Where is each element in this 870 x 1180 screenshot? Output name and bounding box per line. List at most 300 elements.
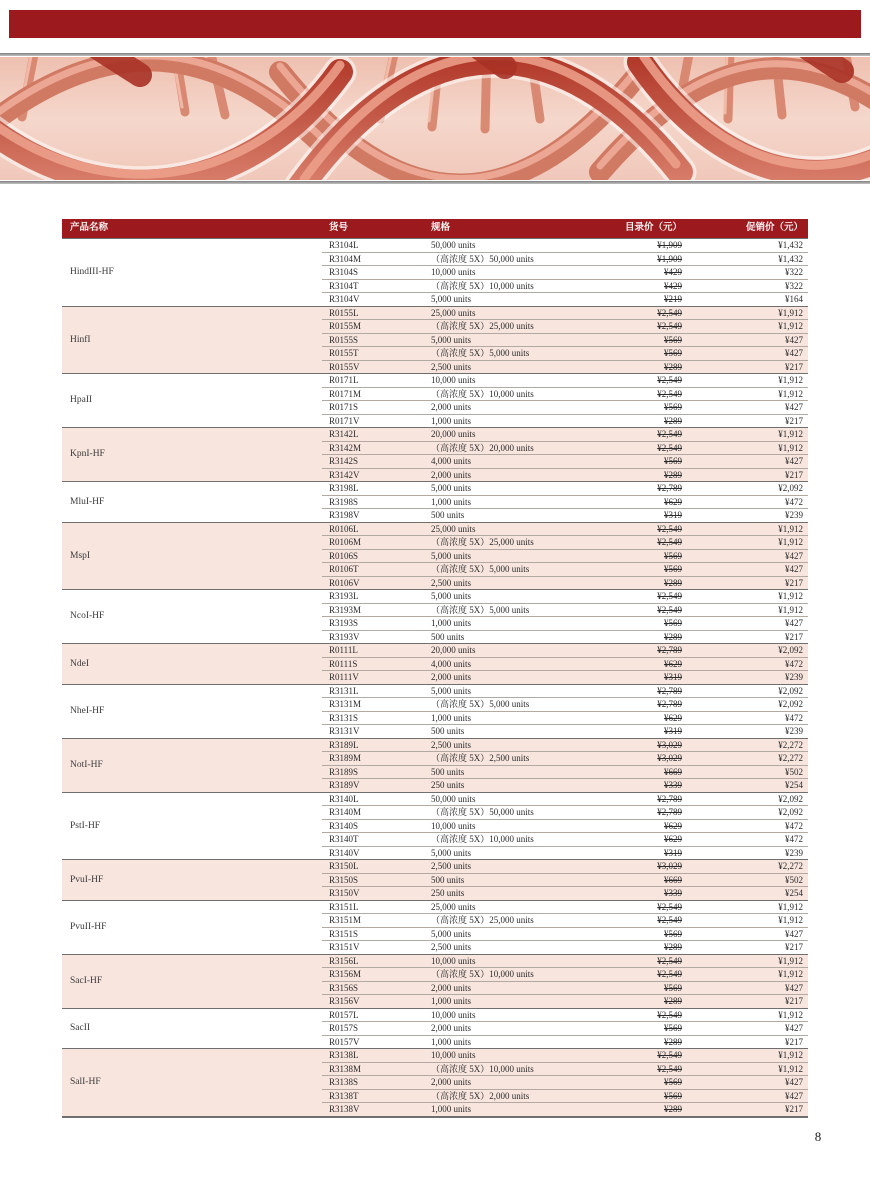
spec-cell: （高浓度 5X）10,000 units xyxy=(428,387,584,401)
list-price-cell: ¥219 xyxy=(584,293,684,307)
promo-price-cell: ¥239 xyxy=(684,725,808,739)
catalog-number-cell: R0106V xyxy=(322,576,428,590)
catalog-number-cell: R3138T xyxy=(322,1089,428,1103)
catalog-number-cell: R0155T xyxy=(322,347,428,361)
list-price-cell: ¥289 xyxy=(584,360,684,374)
col-header-promo-price: 促销价（元） xyxy=(684,219,808,239)
list-price-cell: ¥2,549 xyxy=(584,536,684,550)
spec-cell: 1,000 units xyxy=(428,617,584,631)
spec-cell: 20,000 units xyxy=(428,428,584,442)
list-price-cell: ¥629 xyxy=(584,711,684,725)
spec-cell: 1,000 units xyxy=(428,711,584,725)
spec-cell: （高浓度 5X）50,000 units xyxy=(428,806,584,820)
promo-price-cell: ¥322 xyxy=(684,279,808,293)
list-price-cell: ¥569 xyxy=(584,401,684,415)
promo-price-cell: ¥427 xyxy=(684,1076,808,1090)
catalog-number-cell: R3140V xyxy=(322,846,428,860)
catalog-number-cell: R3138S xyxy=(322,1076,428,1090)
dna-banner xyxy=(0,57,870,180)
catalog-number-cell: R3142S xyxy=(322,455,428,469)
spec-cell: 50,000 units xyxy=(428,792,584,806)
catalog-number-cell: R3156M xyxy=(322,968,428,982)
product-name-cell: SacII xyxy=(62,1008,322,1049)
list-price-cell: ¥3,029 xyxy=(584,860,684,874)
list-price-cell: ¥319 xyxy=(584,846,684,860)
catalog-number-cell: R3140M xyxy=(322,806,428,820)
list-price-cell: ¥2,549 xyxy=(584,306,684,320)
spec-cell: 2,000 units xyxy=(428,401,584,415)
list-price-cell: ¥2,789 xyxy=(584,644,684,658)
promo-price-cell: ¥322 xyxy=(684,266,808,280)
promo-price-cell: ¥2,092 xyxy=(684,698,808,712)
spec-cell: 2,000 units xyxy=(428,1022,584,1036)
list-price-cell: ¥669 xyxy=(584,765,684,779)
product-name-cell: NcoI-HF xyxy=(62,590,322,644)
product-name-cell: HpaII xyxy=(62,374,322,428)
catalog-number-cell: R0171S xyxy=(322,401,428,415)
promo-price-cell: ¥427 xyxy=(684,455,808,469)
spec-cell: 1,000 units xyxy=(428,1103,584,1116)
promo-price-cell: ¥427 xyxy=(684,1089,808,1103)
spec-cell: 250 units xyxy=(428,887,584,901)
spec-cell: （高浓度 5X）20,000 units xyxy=(428,441,584,455)
spec-cell: （高浓度 5X）5,000 units xyxy=(428,603,584,617)
table-row xyxy=(62,644,808,658)
catalog-number-cell: R3140L xyxy=(322,792,428,806)
catalog-number-cell: R3151L xyxy=(322,900,428,914)
spec-cell: （高浓度 5X）5,000 units xyxy=(428,563,584,577)
table-row xyxy=(62,374,808,388)
promo-price-cell: ¥472 xyxy=(684,495,808,509)
catalog-number-cell: R0171M xyxy=(322,387,428,401)
list-price-cell: ¥569 xyxy=(584,617,684,631)
spec-cell: （高浓度 5X）2,500 units xyxy=(428,752,584,766)
promo-price-cell: ¥1,912 xyxy=(684,1062,808,1076)
catalog-number-cell: R0111L xyxy=(322,644,428,658)
catalog-number-cell: R3131S xyxy=(322,711,428,725)
catalog-number-cell: R3142V xyxy=(322,468,428,482)
list-price-cell: ¥289 xyxy=(584,1103,684,1116)
spec-cell: 5,000 units xyxy=(428,846,584,860)
spec-cell: 25,000 units xyxy=(428,306,584,320)
promo-price-cell: ¥1,912 xyxy=(684,914,808,928)
product-table-body xyxy=(62,239,808,1116)
table-row xyxy=(62,428,808,442)
catalog-number-cell: R3150L xyxy=(322,860,428,874)
list-price-cell: ¥289 xyxy=(584,630,684,644)
catalog-number-cell: R3131M xyxy=(322,698,428,712)
product-name-cell: MluI-HF xyxy=(62,482,322,523)
spec-cell: 1,000 units xyxy=(428,495,584,509)
spec-cell: （高浓度 5X）25,000 units xyxy=(428,536,584,550)
promo-price-cell: ¥472 xyxy=(684,833,808,847)
list-price-cell: ¥289 xyxy=(584,941,684,955)
catalog-number-cell: R3140S xyxy=(322,819,428,833)
catalog-number-cell: R3104T xyxy=(322,279,428,293)
catalog-number-cell: R3150V xyxy=(322,887,428,901)
list-price-cell: ¥2,549 xyxy=(584,914,684,928)
promo-price-cell: ¥1,912 xyxy=(684,306,808,320)
table-row xyxy=(62,1008,808,1022)
list-price-cell: ¥2,549 xyxy=(584,428,684,442)
list-price-cell: ¥2,549 xyxy=(584,1008,684,1022)
spec-cell: 5,000 units xyxy=(428,482,584,496)
list-price-cell: ¥3,029 xyxy=(584,738,684,752)
list-price-cell: ¥569 xyxy=(584,333,684,347)
catalog-number-cell: R3193L xyxy=(322,590,428,604)
promo-price-cell: ¥427 xyxy=(684,347,808,361)
catalog-number-cell: R0155S xyxy=(322,333,428,347)
catalog-number-cell: R0157L xyxy=(322,1008,428,1022)
list-price-cell: ¥429 xyxy=(584,266,684,280)
promo-price-cell: ¥502 xyxy=(684,765,808,779)
catalog-number-cell: R0155M xyxy=(322,320,428,334)
list-price-cell: ¥2,549 xyxy=(584,590,684,604)
list-price-cell: ¥2,549 xyxy=(584,374,684,388)
catalog-number-cell: R3104L xyxy=(322,239,428,253)
spec-cell: 25,000 units xyxy=(428,522,584,536)
promo-price-cell: ¥2,092 xyxy=(684,684,808,698)
catalog-number-cell: R0106L xyxy=(322,522,428,536)
promo-price-cell: ¥217 xyxy=(684,576,808,590)
spec-cell: 10,000 units xyxy=(428,1049,584,1063)
list-price-cell: ¥339 xyxy=(584,779,684,793)
list-price-cell: ¥569 xyxy=(584,455,684,469)
catalog-number-cell: R3104V xyxy=(322,293,428,307)
spec-cell: 5,000 units xyxy=(428,549,584,563)
catalog-number-cell: R3138L xyxy=(322,1049,428,1063)
catalog-number-cell: R3104S xyxy=(322,266,428,280)
catalog-number-cell: R3131L xyxy=(322,684,428,698)
spec-cell: （高浓度 5X）10,000 units xyxy=(428,1062,584,1076)
catalog-number-cell: R3193M xyxy=(322,603,428,617)
spec-cell: 20,000 units xyxy=(428,644,584,658)
list-price-cell: ¥2,549 xyxy=(584,320,684,334)
promo-price-cell: ¥1,912 xyxy=(684,320,808,334)
list-price-cell: ¥629 xyxy=(584,495,684,509)
table-row xyxy=(62,239,808,253)
table-row xyxy=(62,860,808,874)
list-price-cell: ¥289 xyxy=(584,576,684,590)
list-price-cell: ¥569 xyxy=(584,927,684,941)
spec-cell: （高浓度 5X）25,000 units xyxy=(428,914,584,928)
catalog-number-cell: R3189L xyxy=(322,738,428,752)
spec-cell: 1,000 units xyxy=(428,995,584,1009)
promo-price-cell: ¥2,272 xyxy=(684,738,808,752)
spec-cell: 50,000 units xyxy=(428,239,584,253)
spec-cell: （高浓度 5X）25,000 units xyxy=(428,320,584,334)
promo-price-cell: ¥472 xyxy=(684,657,808,671)
spec-cell: 5,000 units xyxy=(428,927,584,941)
catalog-number-cell: R0171V xyxy=(322,414,428,428)
spec-cell: 10,000 units xyxy=(428,954,584,968)
catalog-number-cell: R3140T xyxy=(322,833,428,847)
product-name-cell: HinfI xyxy=(62,306,322,374)
promo-price-cell: ¥1,912 xyxy=(684,536,808,550)
list-price-cell: ¥2,789 xyxy=(584,806,684,820)
table-row xyxy=(62,954,808,968)
promo-price-cell: ¥217 xyxy=(684,1035,808,1049)
spec-cell: 4,000 units xyxy=(428,657,584,671)
catalog-number-cell: R3138V xyxy=(322,1103,428,1116)
catalog-number-cell: R3151V xyxy=(322,941,428,955)
list-price-cell: ¥2,549 xyxy=(584,968,684,982)
catalog-number-cell: R3198L xyxy=(322,482,428,496)
promo-price-cell: ¥2,092 xyxy=(684,644,808,658)
spec-cell: 2,000 units xyxy=(428,1076,584,1090)
promo-price-cell: ¥1,912 xyxy=(684,954,808,968)
promo-price-cell: ¥239 xyxy=(684,509,808,523)
spec-cell: 5,000 units xyxy=(428,333,584,347)
promo-price-cell: ¥254 xyxy=(684,779,808,793)
list-price-cell: ¥429 xyxy=(584,279,684,293)
catalog-number-cell: R0111V xyxy=(322,671,428,685)
spec-cell: （高浓度 5X）10,000 units xyxy=(428,833,584,847)
table-row xyxy=(62,522,808,536)
list-price-cell: ¥569 xyxy=(584,563,684,577)
list-price-cell: ¥569 xyxy=(584,981,684,995)
spec-cell: 5,000 units xyxy=(428,684,584,698)
list-price-cell: ¥2,789 xyxy=(584,698,684,712)
product-name-cell: PvuII-HF xyxy=(62,900,322,954)
table-row xyxy=(62,738,808,752)
spec-cell: （高浓度 5X）5,000 units xyxy=(428,698,584,712)
spec-cell: 2,000 units xyxy=(428,671,584,685)
table-row xyxy=(62,1049,808,1063)
promo-price-cell: ¥1,912 xyxy=(684,603,808,617)
list-price-cell: ¥569 xyxy=(584,1022,684,1036)
list-price-cell: ¥319 xyxy=(584,509,684,523)
table-row xyxy=(62,792,808,806)
spec-cell: 500 units xyxy=(428,725,584,739)
catalog-number-cell: R3193V xyxy=(322,630,428,644)
list-price-cell: ¥2,789 xyxy=(584,792,684,806)
product-name-cell: SacI-HF xyxy=(62,954,322,1008)
spec-cell: 1,000 units xyxy=(428,1035,584,1049)
spec-cell: 2,500 units xyxy=(428,941,584,955)
promo-price-cell: ¥217 xyxy=(684,630,808,644)
spec-cell: 2,000 units xyxy=(428,981,584,995)
promo-price-cell: ¥217 xyxy=(684,941,808,955)
catalog-number-cell: R3131V xyxy=(322,725,428,739)
spec-cell: 5,000 units xyxy=(428,293,584,307)
list-price-cell: ¥2,549 xyxy=(584,1049,684,1063)
list-price-cell: ¥669 xyxy=(584,873,684,887)
promo-price-cell: ¥472 xyxy=(684,711,808,725)
promo-price-cell: ¥502 xyxy=(684,873,808,887)
promo-price-cell: ¥217 xyxy=(684,995,808,1009)
promo-price-cell: ¥427 xyxy=(684,617,808,631)
list-price-cell: ¥569 xyxy=(584,1076,684,1090)
promo-price-cell: ¥427 xyxy=(684,1022,808,1036)
list-price-cell: ¥289 xyxy=(584,468,684,482)
catalog-number-cell: R3189V xyxy=(322,779,428,793)
catalog-number-cell: R0171L xyxy=(322,374,428,388)
promo-price-cell: ¥2,092 xyxy=(684,482,808,496)
spec-cell: 500 units xyxy=(428,509,584,523)
catalog-number-cell: R3142L xyxy=(322,428,428,442)
list-price-cell: ¥1,909 xyxy=(584,252,684,266)
spec-cell: 10,000 units xyxy=(428,266,584,280)
promo-price-cell: ¥1,912 xyxy=(684,387,808,401)
promo-price-cell: ¥164 xyxy=(684,293,808,307)
spec-cell: （高浓度 5X）50,000 units xyxy=(428,252,584,266)
list-price-cell: ¥569 xyxy=(584,347,684,361)
promo-price-cell: ¥1,432 xyxy=(684,239,808,253)
list-price-cell: ¥3,029 xyxy=(584,752,684,766)
dna-helix-image xyxy=(0,57,870,180)
promo-price-cell: ¥217 xyxy=(684,360,808,374)
spec-cell: （高浓度 5X）2,000 units xyxy=(428,1089,584,1103)
promo-price-cell: ¥239 xyxy=(684,671,808,685)
promo-price-cell: ¥427 xyxy=(684,333,808,347)
col-header-list-price: 目录价（元） xyxy=(584,219,684,239)
list-price-cell: ¥2,549 xyxy=(584,441,684,455)
promo-price-cell: ¥1,912 xyxy=(684,441,808,455)
page-number: 8 xyxy=(814,1129,822,1144)
list-price-cell: ¥2,549 xyxy=(584,603,684,617)
catalog-number-cell: R0157S xyxy=(322,1022,428,1036)
spec-cell: （高浓度 5X）10,000 units xyxy=(428,279,584,293)
spec-cell: 2,500 units xyxy=(428,576,584,590)
banner-border-top xyxy=(0,53,870,56)
promo-price-cell: ¥427 xyxy=(684,927,808,941)
list-price-cell: ¥289 xyxy=(584,995,684,1009)
list-price-cell: ¥629 xyxy=(584,657,684,671)
list-price-cell: ¥569 xyxy=(584,1089,684,1103)
table-header-row xyxy=(62,219,808,239)
list-price-cell: ¥2,549 xyxy=(584,954,684,968)
catalog-number-cell: R3156V xyxy=(322,995,428,1009)
promo-price-cell: ¥1,912 xyxy=(684,590,808,604)
spec-cell: 500 units xyxy=(428,630,584,644)
col-header-spec: 规格 xyxy=(428,219,584,239)
spec-cell: 250 units xyxy=(428,779,584,793)
table-row xyxy=(62,684,808,698)
promo-price-cell: ¥1,912 xyxy=(684,1049,808,1063)
list-price-cell: ¥319 xyxy=(584,671,684,685)
promo-price-cell: ¥217 xyxy=(684,414,808,428)
promo-price-cell: ¥217 xyxy=(684,1103,808,1116)
promo-price-cell: ¥427 xyxy=(684,549,808,563)
spec-cell: 500 units xyxy=(428,765,584,779)
promo-price-cell: ¥2,272 xyxy=(684,860,808,874)
catalog-number-cell: R0111S xyxy=(322,657,428,671)
spec-cell: （高浓度 5X）5,000 units xyxy=(428,347,584,361)
catalog-number-cell: R3138M xyxy=(322,1062,428,1076)
promo-price-cell: ¥2,272 xyxy=(684,752,808,766)
table-row xyxy=(62,900,808,914)
promo-price-cell: ¥1,912 xyxy=(684,1008,808,1022)
col-header-product: 产品名称 xyxy=(62,219,322,239)
promo-price-cell: ¥239 xyxy=(684,846,808,860)
promo-price-cell: ¥1,912 xyxy=(684,522,808,536)
catalog-number-cell: R3156S xyxy=(322,981,428,995)
spec-cell: 5,000 units xyxy=(428,590,584,604)
catalog-number-cell: R3142M xyxy=(322,441,428,455)
table-row xyxy=(62,590,808,604)
product-name-cell: SalI-HF xyxy=(62,1049,322,1116)
promo-price-cell: ¥472 xyxy=(684,819,808,833)
product-name-cell: PvuI-HF xyxy=(62,860,322,901)
promo-price-cell: ¥1,912 xyxy=(684,968,808,982)
product-name-cell: MspI xyxy=(62,522,322,590)
table-row xyxy=(62,482,808,496)
catalog-number-cell: R3156L xyxy=(322,954,428,968)
product-name-cell: HindIII-HF xyxy=(62,239,322,307)
promo-price-cell: ¥1,432 xyxy=(684,252,808,266)
promo-price-cell: ¥217 xyxy=(684,468,808,482)
product-table xyxy=(62,219,808,1116)
banner-border-bottom xyxy=(0,181,870,184)
list-price-cell: ¥2,549 xyxy=(584,900,684,914)
promo-price-cell: ¥2,092 xyxy=(684,806,808,820)
promo-price-cell: ¥427 xyxy=(684,401,808,415)
catalog-number-cell: R3151S xyxy=(322,927,428,941)
catalog-number-cell: R3150S xyxy=(322,873,428,887)
table-row xyxy=(62,306,808,320)
catalog-number-cell: R3198S xyxy=(322,495,428,509)
catalog-number-cell: R3189M xyxy=(322,752,428,766)
list-price-cell: ¥339 xyxy=(584,887,684,901)
product-table-wrap xyxy=(62,219,808,1118)
promo-price-cell: ¥1,912 xyxy=(684,900,808,914)
list-price-cell: ¥2,549 xyxy=(584,387,684,401)
spec-cell: 10,000 units xyxy=(428,374,584,388)
catalog-number-cell: R3189S xyxy=(322,765,428,779)
spec-cell: （高浓度 5X）10,000 units xyxy=(428,968,584,982)
list-price-cell: ¥2,549 xyxy=(584,1062,684,1076)
promo-price-cell: ¥1,912 xyxy=(684,428,808,442)
list-price-cell: ¥2,549 xyxy=(584,522,684,536)
list-price-cell: ¥289 xyxy=(584,1035,684,1049)
spec-cell: 500 units xyxy=(428,873,584,887)
promo-price-cell: ¥427 xyxy=(684,563,808,577)
catalog-number-cell: R3151M xyxy=(322,914,428,928)
catalog-number-cell: R0157V xyxy=(322,1035,428,1049)
product-name-cell: NheI-HF xyxy=(62,684,322,738)
catalog-number-cell: R3198V xyxy=(322,509,428,523)
spec-cell: 4,000 units xyxy=(428,455,584,469)
list-price-cell: ¥1,909 xyxy=(584,239,684,253)
list-price-cell: ¥2,789 xyxy=(584,482,684,496)
spec-cell: 2,500 units xyxy=(428,360,584,374)
product-name-cell: KpnI-HF xyxy=(62,428,322,482)
catalog-number-cell: R0106M xyxy=(322,536,428,550)
promo-price-cell: ¥254 xyxy=(684,887,808,901)
list-price-cell: ¥569 xyxy=(584,549,684,563)
list-price-cell: ¥629 xyxy=(584,833,684,847)
product-name-cell: NotI-HF xyxy=(62,738,322,792)
spec-cell: 2,000 units xyxy=(428,468,584,482)
catalog-number-cell: R0106S xyxy=(322,549,428,563)
promo-price-cell: ¥427 xyxy=(684,981,808,995)
spec-cell: 1,000 units xyxy=(428,414,584,428)
list-price-cell: ¥2,789 xyxy=(584,684,684,698)
spec-cell: 25,000 units xyxy=(428,900,584,914)
col-header-catalog: 货号 xyxy=(322,219,428,239)
list-price-cell: ¥289 xyxy=(584,414,684,428)
promo-price-cell: ¥1,912 xyxy=(684,374,808,388)
spec-cell: 2,500 units xyxy=(428,860,584,874)
catalog-number-cell: R0155V xyxy=(322,360,428,374)
product-name-cell: NdeI xyxy=(62,644,322,685)
list-price-cell: ¥319 xyxy=(584,725,684,739)
spec-cell: 2,500 units xyxy=(428,738,584,752)
list-price-cell: ¥629 xyxy=(584,819,684,833)
catalog-number-cell: R0106T xyxy=(322,563,428,577)
catalog-number-cell: R0155L xyxy=(322,306,428,320)
